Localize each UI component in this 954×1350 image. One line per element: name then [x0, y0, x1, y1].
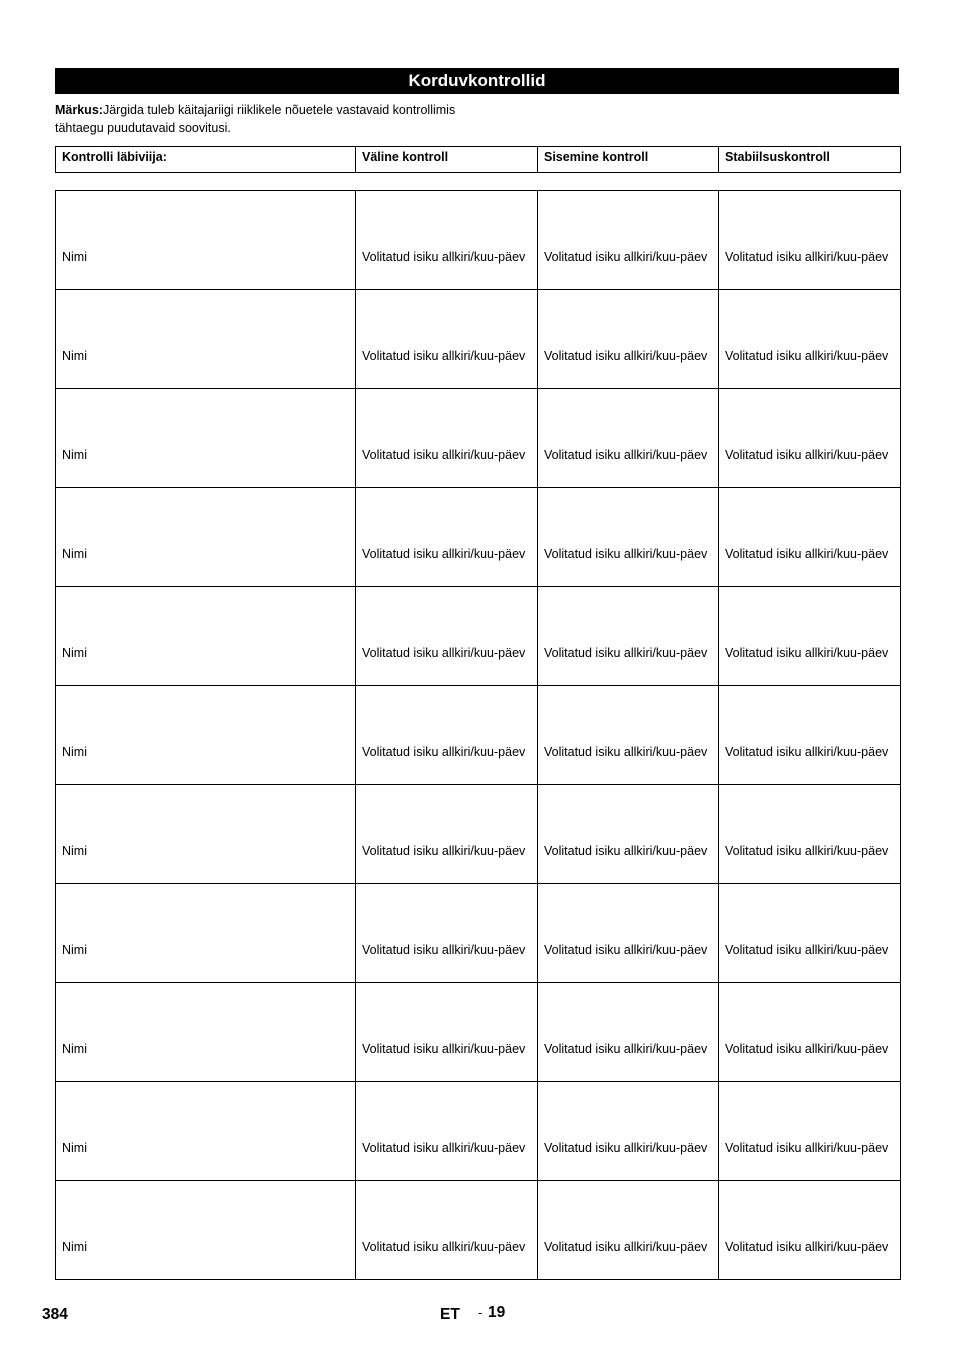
stability-check-cell [719, 983, 901, 1082]
note [55, 101, 475, 137]
name-cell [56, 785, 356, 884]
signature-label: Volitatud isiku allkiri/kuu-päev [544, 547, 708, 561]
signature-label: Volitatud isiku allkiri/kuu-päev [725, 1240, 889, 1254]
signature-label: Volitatud isiku allkiri/kuu-päev [725, 250, 889, 264]
internal-check-cell [538, 290, 719, 389]
external-check-cell [356, 290, 538, 389]
internal-check-cell [538, 389, 719, 488]
signature-label: Volitatud isiku allkiri/kuu-päev [362, 1240, 526, 1254]
page-title: Korduvkontrollid [55, 68, 899, 94]
header-internal-check: Sisemine kontroll [538, 147, 719, 173]
header-row [56, 147, 901, 173]
signature-label: Volitatud isiku allkiri/kuu-päev [362, 448, 526, 462]
signature-label: Volitatud isiku allkiri/kuu-päev [725, 943, 889, 957]
stability-check-cell [719, 884, 901, 983]
table-row [56, 884, 901, 983]
name-cell [56, 884, 356, 983]
table-row [56, 488, 901, 587]
header-table [55, 146, 901, 173]
external-check-cell [356, 389, 538, 488]
name-cell [56, 290, 356, 389]
name-cell [56, 686, 356, 785]
internal-check-cell [538, 587, 719, 686]
name-cell [56, 587, 356, 686]
signature-label: Volitatud isiku allkiri/kuu-päev [544, 943, 708, 957]
internal-check-cell [538, 488, 719, 587]
name-label: Nimi [62, 349, 87, 363]
table-row [56, 1082, 901, 1181]
name-label: Nimi [62, 448, 87, 462]
signature-label: Volitatud isiku allkiri/kuu-päev [544, 1240, 708, 1254]
signature-label: Volitatud isiku allkiri/kuu-päev [544, 1141, 708, 1155]
stability-check-cell [719, 587, 901, 686]
signature-label: Volitatud isiku allkiri/kuu-päev [544, 646, 708, 660]
name-label: Nimi [62, 943, 87, 957]
header-inspector: Kontrolli läbiviija: [56, 147, 356, 173]
name-cell [56, 389, 356, 488]
note-text: Järgida tuleb käitajariigi riiklikele nõuetele vastavaid kontrollimis tähtaegu puudutavaid soovitusi. [55, 103, 456, 135]
signature-label: Volitatud isiku allkiri/kuu-päev [725, 349, 889, 363]
page-number: 384 [42, 1306, 68, 1323]
signature-label: Volitatud isiku allkiri/kuu-päev [544, 250, 708, 264]
signature-label: Volitatud isiku allkiri/kuu-päev [544, 745, 708, 759]
internal-check-cell [538, 1181, 719, 1280]
footer-dash: - [478, 1305, 483, 1320]
stability-check-cell [719, 488, 901, 587]
name-label: Nimi [62, 1240, 87, 1254]
name-label: Nimi [62, 1141, 87, 1155]
internal-check-cell [538, 785, 719, 884]
name-label: Nimi [62, 250, 87, 264]
name-cell [56, 983, 356, 1082]
signature-label: Volitatud isiku allkiri/kuu-päev [725, 448, 889, 462]
external-check-cell [356, 587, 538, 686]
signature-label: Volitatud isiku allkiri/kuu-päev [544, 1042, 708, 1056]
external-check-cell [356, 1181, 538, 1280]
signature-label: Volitatud isiku allkiri/kuu-päev [725, 646, 889, 660]
signature-label: Volitatud isiku allkiri/kuu-päev [362, 745, 526, 759]
inspection-table [55, 190, 901, 1280]
external-check-cell [356, 191, 538, 290]
table-row [56, 290, 901, 389]
signature-label: Volitatud isiku allkiri/kuu-päev [362, 844, 526, 858]
name-label: Nimi [62, 547, 87, 561]
signature-label: Volitatud isiku allkiri/kuu-päev [725, 844, 889, 858]
signature-label: Volitatud isiku allkiri/kuu-päev [362, 1141, 526, 1155]
signature-label: Volitatud isiku allkiri/kuu-päev [362, 943, 526, 957]
table-row [56, 785, 901, 884]
signature-label: Volitatud isiku allkiri/kuu-päev [544, 349, 708, 363]
internal-check-cell [538, 1082, 719, 1181]
stability-check-cell [719, 1082, 901, 1181]
name-cell [56, 191, 356, 290]
table-row [56, 983, 901, 1082]
external-check-cell [356, 1082, 538, 1181]
external-check-cell [356, 686, 538, 785]
stability-check-cell [719, 686, 901, 785]
signature-label: Volitatud isiku allkiri/kuu-päev [362, 646, 526, 660]
table-row [56, 389, 901, 488]
name-label: Nimi [62, 844, 87, 858]
table-row [56, 587, 901, 686]
signature-label: Volitatud isiku allkiri/kuu-päev [362, 349, 526, 363]
section-page-number: 19 [488, 1304, 506, 1321]
stability-check-cell [719, 389, 901, 488]
external-check-cell [356, 983, 538, 1082]
signature-label: Volitatud isiku allkiri/kuu-päev [362, 1042, 526, 1056]
signature-label: Volitatud isiku allkiri/kuu-päev [544, 448, 708, 462]
internal-check-cell [538, 191, 719, 290]
table-row [56, 191, 901, 290]
table-row [56, 686, 901, 785]
name-label: Nimi [62, 646, 87, 660]
table-row [56, 1181, 901, 1280]
name-cell [56, 488, 356, 587]
note-label: Märkus: [55, 103, 103, 117]
external-check-cell [356, 488, 538, 587]
stability-check-cell [719, 290, 901, 389]
stability-check-cell [719, 1181, 901, 1280]
signature-label: Volitatud isiku allkiri/kuu-päev [362, 547, 526, 561]
stability-check-cell [719, 785, 901, 884]
header-external-check: Väline kontroll [356, 147, 538, 173]
language-code: ET [440, 1306, 460, 1323]
signature-label: Volitatud isiku allkiri/kuu-päev [362, 250, 526, 264]
signature-label: Volitatud isiku allkiri/kuu-päev [725, 745, 889, 759]
signature-label: Volitatud isiku allkiri/kuu-päev [544, 844, 708, 858]
external-check-cell [356, 785, 538, 884]
stability-check-cell [719, 191, 901, 290]
signature-label: Volitatud isiku allkiri/kuu-päev [725, 1141, 889, 1155]
name-label: Nimi [62, 745, 87, 759]
internal-check-cell [538, 884, 719, 983]
name-cell [56, 1181, 356, 1280]
internal-check-cell [538, 686, 719, 785]
name-cell [56, 1082, 356, 1181]
signature-label: Volitatud isiku allkiri/kuu-päev [725, 1042, 889, 1056]
name-label: Nimi [62, 1042, 87, 1056]
signature-label: Volitatud isiku allkiri/kuu-päev [725, 547, 889, 561]
header-stability-check: Stabiilsuskontroll [719, 147, 901, 173]
external-check-cell [356, 884, 538, 983]
internal-check-cell [538, 983, 719, 1082]
